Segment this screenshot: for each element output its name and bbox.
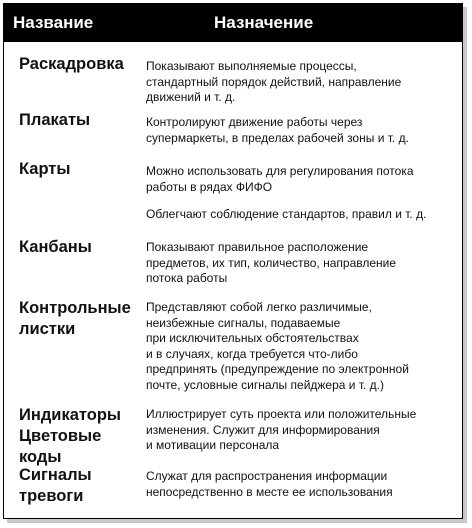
row-desc: Представляют собой легко различимые, неизбежные сигналы, подаваемые при исключительных обстоятельствах и в случаях, когда требуется что-либо предпринять (предупреждение по электронной почте, условные сигналы пейджера и т. д.) bbox=[146, 300, 409, 392]
row-name: Карты bbox=[19, 160, 71, 178]
row-desc: Можно использовать для регулирования потока работы в рядах ФИФО bbox=[146, 164, 414, 194]
row-desc: Показывают правильное расположение предметов, их тип, количество, направление потока работы bbox=[146, 240, 397, 285]
row-desc: Иллюстрирует суть проекта или положительные изменения. Служит для информирования и мотивации персонала bbox=[146, 407, 417, 452]
row-name: Канбаны bbox=[19, 238, 92, 256]
row-desc: Контролируют движение работы через супермаркеты, в пределах рабочей зоны и т. д. bbox=[146, 115, 409, 145]
table-header bbox=[4, 4, 462, 42]
row-desc: Служат для распространения информации непосредственно в месте ее использования bbox=[146, 469, 393, 499]
row-name: Сигналы тревоги bbox=[19, 466, 92, 505]
row-desc: Показывают выполняемые процессы, стандартный порядок действий, направление движений и т. д. bbox=[146, 59, 402, 104]
row-name: Раскадровка bbox=[19, 55, 124, 73]
info-table bbox=[3, 3, 463, 519]
header-name: Название bbox=[13, 13, 94, 32]
row-name: Плакаты bbox=[19, 111, 91, 129]
header-purpose: Назначение bbox=[214, 13, 314, 32]
row-desc: Облегчают соблюдение стандартов, правил и т. д. bbox=[146, 207, 427, 221]
row-name: Контрольные листки bbox=[19, 299, 131, 338]
row-name: Индикаторы Цветовые коды bbox=[19, 406, 121, 466]
